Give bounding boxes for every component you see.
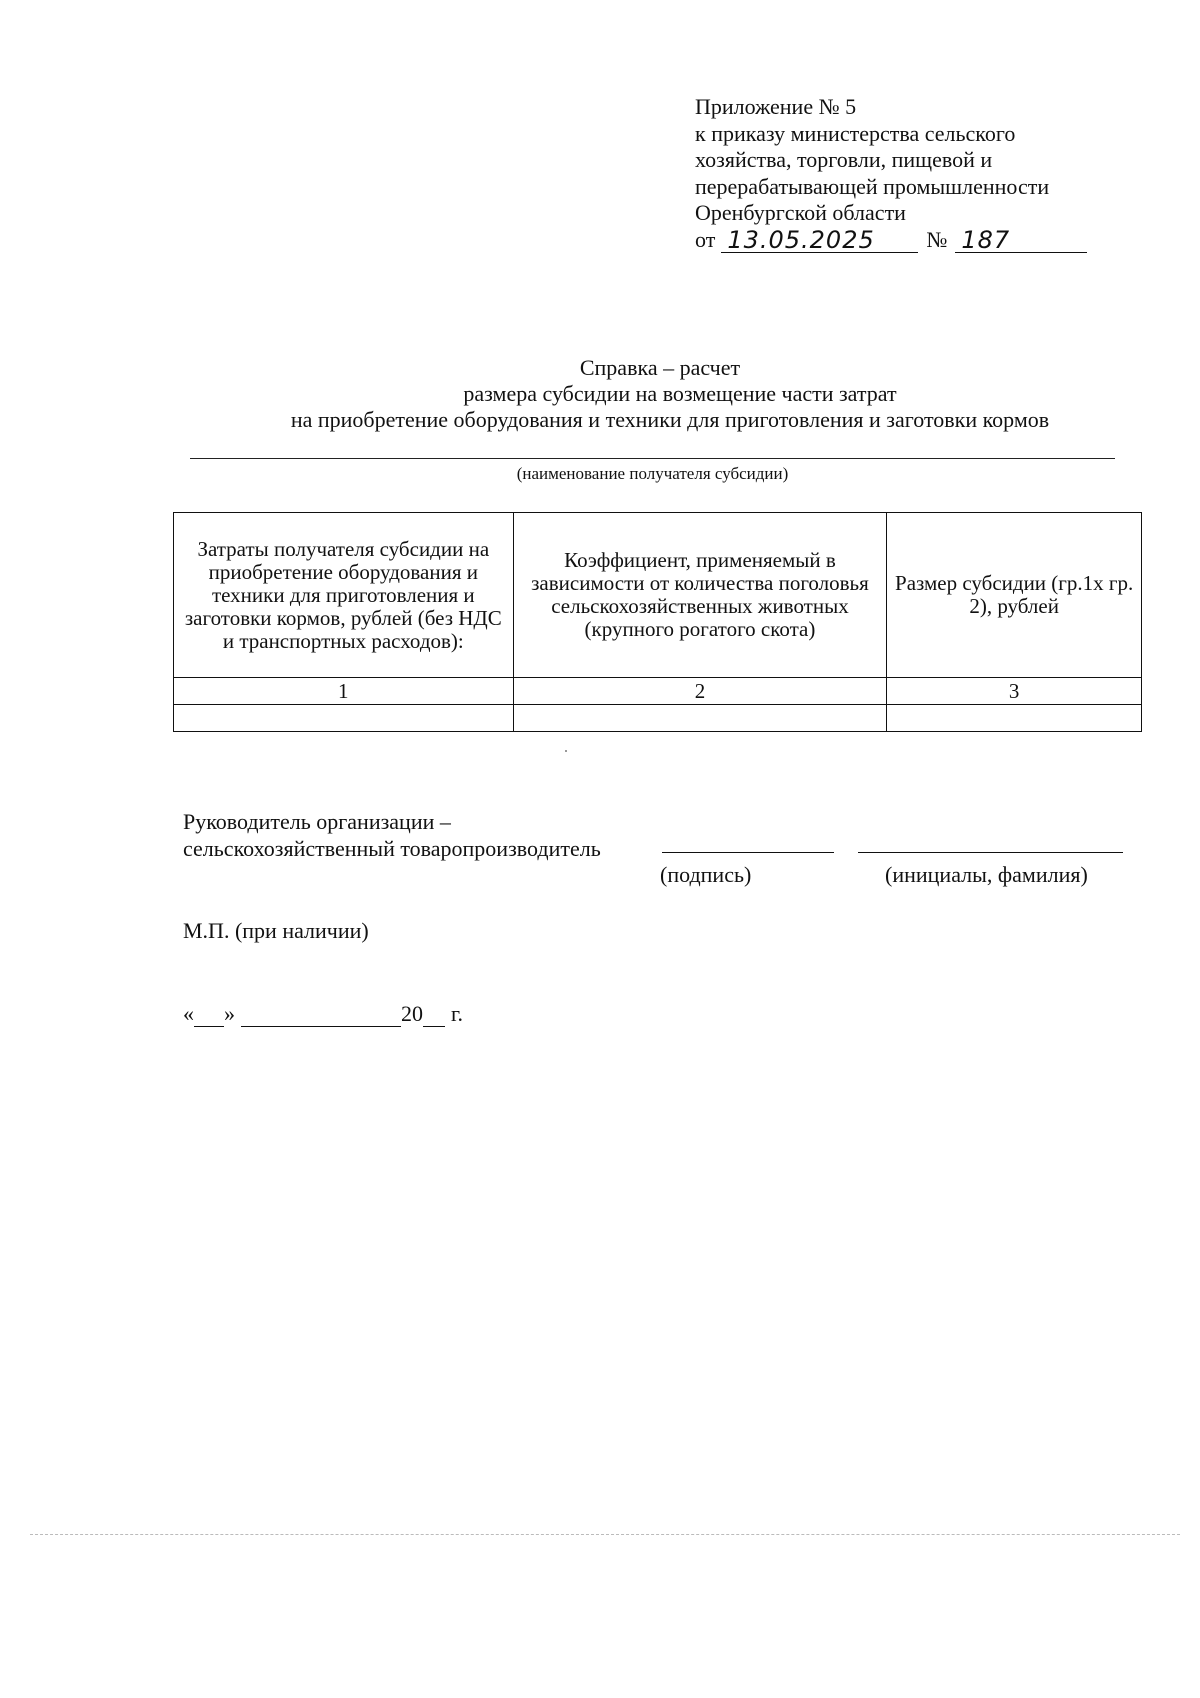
table-row bbox=[174, 705, 1142, 732]
title-line-3: на приобретение оборудования и техники для приготовления и заготовки кормов bbox=[290, 407, 1050, 432]
appendix-header bbox=[695, 94, 1115, 253]
title-line-1: Справка – расчет bbox=[579, 355, 741, 380]
recipient-caption: (наименование получателя субсидии) bbox=[516, 464, 789, 483]
header-coefficient: Коэффициент, применяемый в зависимости от количества поголовья сельскохозяйственных животных (крупного рогатого скота) bbox=[513, 513, 887, 678]
day-field[interactable] bbox=[194, 1000, 224, 1027]
column-number-row bbox=[174, 678, 1142, 705]
handwritten-number: 187 bbox=[955, 228, 1087, 253]
close-quote: » bbox=[224, 1001, 235, 1026]
signature-line-1: Руководитель организации – bbox=[183, 809, 451, 834]
from-label: от bbox=[695, 226, 716, 252]
subsidy-table bbox=[173, 512, 1142, 732]
name-caption: (инициалы, фамилия) bbox=[885, 862, 1088, 887]
coefficient-cell[interactable] bbox=[513, 705, 887, 732]
header-line: к приказу министерства сельского bbox=[695, 120, 1016, 146]
document-title bbox=[180, 355, 1140, 433]
signature-caption: (подпись) bbox=[660, 862, 752, 887]
header-line: Оренбургской области bbox=[695, 200, 906, 225]
header-line: перерабатывающей промышленности bbox=[695, 173, 1050, 199]
year-suffix: г. bbox=[451, 1001, 464, 1026]
column-number: 2 bbox=[513, 678, 887, 705]
subsidy-cell[interactable] bbox=[887, 705, 1142, 732]
year-field[interactable] bbox=[423, 1000, 445, 1027]
signature-field[interactable] bbox=[662, 852, 834, 853]
order-date-number bbox=[695, 227, 1115, 254]
column-number: 3 bbox=[887, 678, 1142, 705]
scan-artifact-line bbox=[30, 1534, 1180, 1535]
number-label: № bbox=[926, 226, 948, 252]
open-quote: « bbox=[183, 1001, 194, 1026]
signature-block bbox=[183, 808, 601, 862]
date-line bbox=[183, 1000, 463, 1027]
stamp-place: М.П. (при наличии) bbox=[183, 918, 369, 943]
header-subsidy-size: Размер субсидии (гр.1х гр. 2), рублей bbox=[887, 513, 1142, 678]
header-line: хозяйства, торговли, пищевой и bbox=[695, 147, 993, 172]
recipient-name-line[interactable] bbox=[190, 458, 1115, 459]
year-prefix: 20 bbox=[401, 1001, 423, 1026]
header-line: Приложение № 5 bbox=[695, 94, 857, 119]
table-header-row bbox=[174, 513, 1142, 678]
scan-speck bbox=[565, 750, 567, 752]
column-number: 1 bbox=[174, 678, 514, 705]
costs-cell[interactable] bbox=[174, 705, 514, 732]
header-costs: Затраты получателя субсидии на приобретение оборудования и техники для приготовления и заготовки кормов, рублей (без НДС и транспортных расходов): bbox=[174, 513, 514, 678]
handwritten-date: 13.05.2025 bbox=[721, 228, 918, 253]
name-field[interactable] bbox=[858, 852, 1123, 853]
signature-line-2: сельскохозяйственный товаропроизводитель bbox=[183, 836, 601, 861]
title-line-2: размера субсидии на возмещение части затрат bbox=[463, 381, 897, 406]
month-field[interactable] bbox=[241, 1000, 401, 1027]
